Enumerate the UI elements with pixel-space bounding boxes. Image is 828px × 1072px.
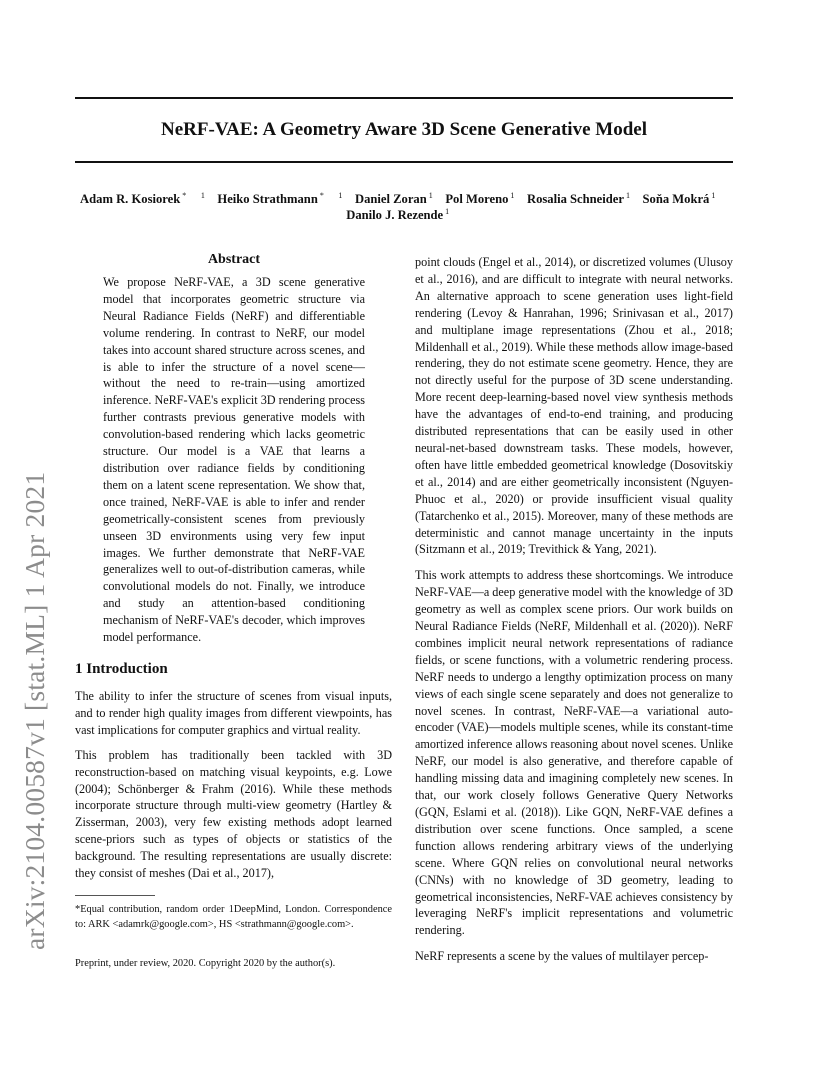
affiliation-marker: 1 [623, 191, 630, 200]
affiliation-marker: 1 [443, 207, 450, 216]
title-rule-top [75, 97, 733, 99]
left-column-body [75, 688, 392, 882]
footnote: *Equal contribution, random order 1DeepMind, London. Correspondence to: ARK <adamrk@google.com>, HS <strathmann@google.com>. [75, 904, 392, 930]
section-heading-introduction: 1 Introduction [75, 661, 168, 677]
abstract-paragraph: We propose NeRF-VAE, a 3D scene generative model that incorporates geometric structure via Neural Radiance Fields (NeRF) and differentiable volume rendering. In contrast to NeRF, our model takes into account shared structure across scenes, and is able to infer the structure of a novel scene—without the need to re-train—using amortized inference. NeRF-VAE's explicit 3D rendering process further contrasts previous generative models with convolution-based rendering which lacks geometric structure. Our model is a VAE that learns a distribution over radiance fields by conditioning them on a latent scene representation. We show that, once trained, NeRF-VAE is able to infer and render geometrically-consistent scenes from previously unseen 3D environments using very few input images. We further demonstrate that NeRF-VAE generalizes well to out-of-distribution cameras, while convolutional models do not. Finally, we introduce and study an attention-based conditioning mechanism of NeRF-VAE's decoder, which improves model performance. [103, 275, 365, 645]
affiliation-marker: 1 [709, 191, 716, 200]
preprint-notice: Preprint, under review, 2020. Copyright 2020 by the author(s). [75, 958, 336, 969]
affiliation-marker: 1 [198, 191, 205, 200]
affiliation-marker: * [180, 191, 187, 200]
right-column-body [415, 254, 733, 965]
intro-paragraph-5: NeRF represents a scene by the values of multilayer percep- [415, 949, 709, 964]
title-rule-bottom [75, 161, 733, 163]
abstract-heading: Abstract [207, 252, 261, 267]
author-name: Rosalia Schneider [527, 192, 624, 207]
author-name: Soňa Mokrá [642, 192, 710, 207]
arxiv-identifier[interactable]: arXiv:2104.00587v1 [stat.ML] 1 Apr 2021 [19, 471, 50, 950]
author-name: Danilo J. Rezende [346, 208, 444, 223]
author-name: Pol Moreno [445, 192, 509, 207]
authors-line-1 [75, 191, 733, 207]
author-name: Adam R. Kosiorek [80, 192, 181, 207]
paper-title: NeRF-VAE: A Geometry Aware 3D Scene Generative Model [161, 119, 647, 140]
affiliation-marker: 1 [426, 191, 433, 200]
affiliation-marker: 1 [508, 191, 515, 200]
affiliation-marker: 1 [336, 191, 343, 200]
footnote-divider [75, 895, 155, 896]
author-name: Heiko Strathmann [217, 192, 318, 207]
intro-paragraph-2: This problem has traditionally been tackled with 3D reconstruction-based on matching visual keypoints, e.g. Lowe (2004); Schönberger & Frahm (2016). While these methods incorporate structure through multi-view geometry (Hartley & Zisserman, 2003), very few existing methods adopt learned scene-priors such as types of objects or statistics of the background. The resulting representations are usually discrete: they consist of meshes (Dai et al., 2017), [75, 747, 392, 881]
intro-paragraph-1: The ability to infer the structure of scenes from visual inputs, and to render high quality images from different viewpoints, has vast implications for computer graphics and virtual reality. [75, 689, 392, 737]
intro-paragraph-4: This work attempts to address these shortcomings. We introduce NeRF-VAE—a deep generative model with the knowledge of 3D geometry as well as complex scene priors. Our work builds on Neural Radiance Fields (NeRF, Mildenhall et al. (2020)). NeRF combines implicit neural network representations of radiance fields, or scene functions, with a volumetric rendering process. NeRF needs to undergo a lengthy optimization process on many views of each single scene separately and does not generalize to novel scenes. In contrast, NeRF-VAE—a variational auto-encoder (VAE)—models multiple scenes, while its constant-time amortized inference allows reasoning about novel scenes. Unlike NeRF, our model is also generative, and therefore capable of handling missing data and imagining completely new scenes. In that, our work closely follows Generative Query Networks (GQN, Eslami et al. (2018)). Like GQN, NeRF-VAE defines a distribution over scene functions. Once sampled, a scene function allows rendering arbitrary views of the underlying scene. Where GQN relies on convolutional neural networks (CNNs) with no knowledge of 3D geometry, leading to geometrical inconsistencies, NeRF-VAE achieves consistency by leveraging NeRF's implicit representations and volumetric rendering. [415, 568, 733, 938]
author-name: Daniel Zoran [355, 192, 427, 207]
authors-line-2 [75, 207, 733, 223]
affiliation-marker: * [317, 191, 324, 200]
intro-paragraph-3: point clouds (Engel et al., 2014), or discretized volumes (Ulusoy et al., 2016), and are difficult to integrate with neural networks. An alternative approach to scene generation uses light-field rendering (Levoy & Hanrahan, 1996; Srinivasan et al., 2017) and multiplane image representations (Zhou et al., 2018; Mildenhall et al., 2019). While these methods allow image-based rendering, they do not estimate scene geometry. Hence, they are not directly useful for the purpose of 3D scene understanding. More recent deep-learning-based novel view synthesis methods have the advantages of end-to-end training, and producing distributed representations that can be easily used in other neural-net-based downstream tasks. These models, however, often have little embedded geometrical knowledge (Dosovitskiy et al., 2014) and are either geometrically inconsistent (Nguyen-Phuoc et al., 2020) or provide insufficient visual quality (Tatarchenko et al., 2015). Moreover, many of these methods are deterministic and cannot manage uncertainty in the inputs (Sitzmann et al., 2019; Trevithick & Yang, 2021). [415, 255, 733, 557]
abstract-text [103, 274, 365, 646]
